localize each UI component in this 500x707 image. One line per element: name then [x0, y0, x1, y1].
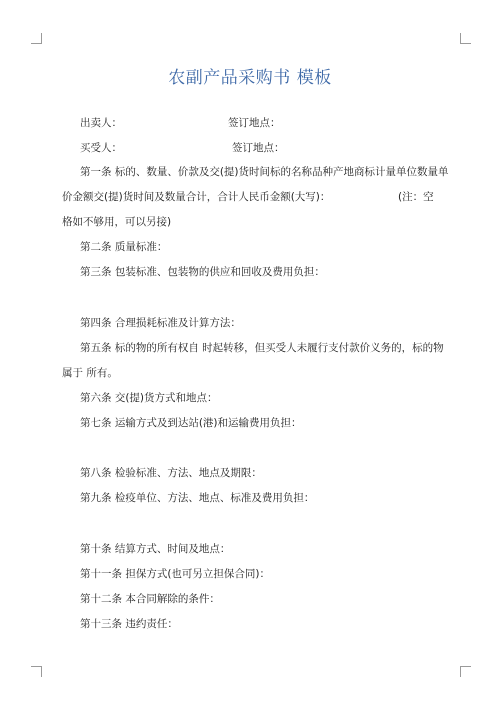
clause-3: 第三条 包装标准、包装物的供应和回收及费用负担： [80, 266, 325, 278]
clause-1-line-1: 第一条 标的、数量、价款及交(提)货时间标的名称品种产地商标计量单位数量单 [80, 166, 449, 178]
clause-8: 第八条 检验标准、方法、地点及期限： [80, 467, 262, 479]
clause-9: 第九条 检疫单位、方法、地点、标准及费用负担： [80, 492, 315, 504]
clause-2: 第二条 质量标准： [80, 241, 168, 253]
clause-13: 第十三条 违约责任： [80, 618, 178, 630]
clause-7: 第七条 运输方式及到达站(港)和运输费用负担： [80, 417, 302, 429]
buyer-place-label: 签订地点： [232, 142, 285, 154]
clause-4: 第四条 合理损耗标准及计算方法： [80, 317, 241, 329]
crop-mark-top-left [31, 33, 42, 44]
clause-1-line-2a: 价金额交(提)货时间及数量合计，合计人民币金额(大写)： [62, 191, 331, 203]
crop-mark-bottom-left [31, 666, 42, 677]
crop-mark-top-right [460, 33, 471, 44]
seller-line [80, 116, 281, 130]
clause-5-line-2: 属于 所有。 [62, 367, 118, 379]
crop-mark-bottom-right [460, 666, 471, 677]
buyer-label: 买受人： [80, 142, 122, 154]
seller-label: 出卖人： [80, 117, 122, 129]
clause-10: 第十条 结算方式、时间及地点： [80, 543, 231, 555]
document-title: 农副产品采购书 模板 [168, 68, 332, 88]
clause-1-line-2b: (注：空 [398, 191, 434, 203]
buyer-line [80, 141, 285, 155]
clause-12: 第十二条 本合同解除的条件： [80, 593, 220, 605]
clause-11: 第十一条 担保方式(也可另立担保合同)： [80, 568, 271, 580]
clause-5-line-1: 第五条 标的物的所有权自 时起转移，但买受人未履行支付款价义务的，标的物 [80, 342, 444, 354]
clause-1-line-2 [62, 190, 434, 204]
clause-6: 第六条 交(提)货方式和地点： [80, 392, 218, 404]
seller-place-label: 签订地点： [228, 117, 281, 129]
clause-1-line-3: 格如不够用，可以另接) [62, 216, 172, 228]
